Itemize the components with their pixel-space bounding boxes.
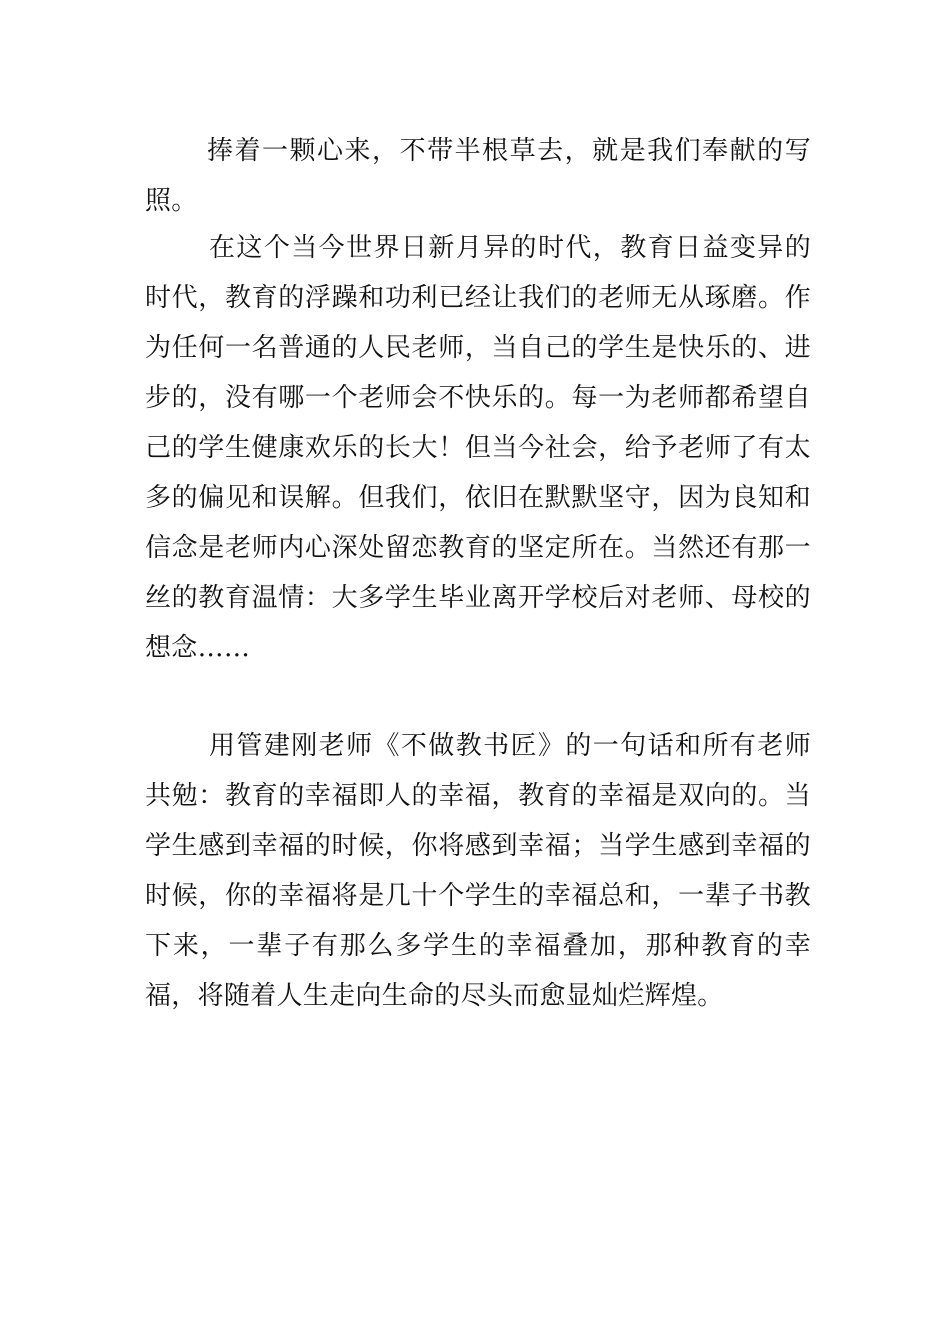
paragraph-dedication: 捧着一颗心来，不带半根草去，就是我们奉献的写照。	[145, 136, 811, 216]
paragraph-education-era: 在这个当今世界日新月异的时代，教育日益变异的时代，教育的浮躁和功利已经让我们的老师无从琢磨。作为任何一名普通的人民老师，当自己的学生是快乐的、进步的，没有哪一个老师会不快乐的。每一为老师都希望自己的学生健康欢乐的长大！但当今社会，给予老师了有太多的偏见和误解。但我们，依旧在默默坚守，因为良知和信念是老师内心深处留恋教育的坚定所在。当然还有那一丝的教育温情：大多学生毕业离开学校后对老师、母校的想念……	[145, 233, 811, 663]
paragraph-happiness-quote: 用管建刚老师《不做教书匠》的一句话和所有老师共勉：教育的幸福即人的幸福，教育的幸福是双向的。当学生感到幸福的时候，你将感到幸福；当学生感到幸福的时候，你的幸福将是几十个学生的幸福总和，一辈子书教下来，一辈子有那么多学生的幸福叠加，那种教育的幸福，将随着人生走向生命的尽头而愈显灿烂辉煌。	[145, 731, 811, 1011]
